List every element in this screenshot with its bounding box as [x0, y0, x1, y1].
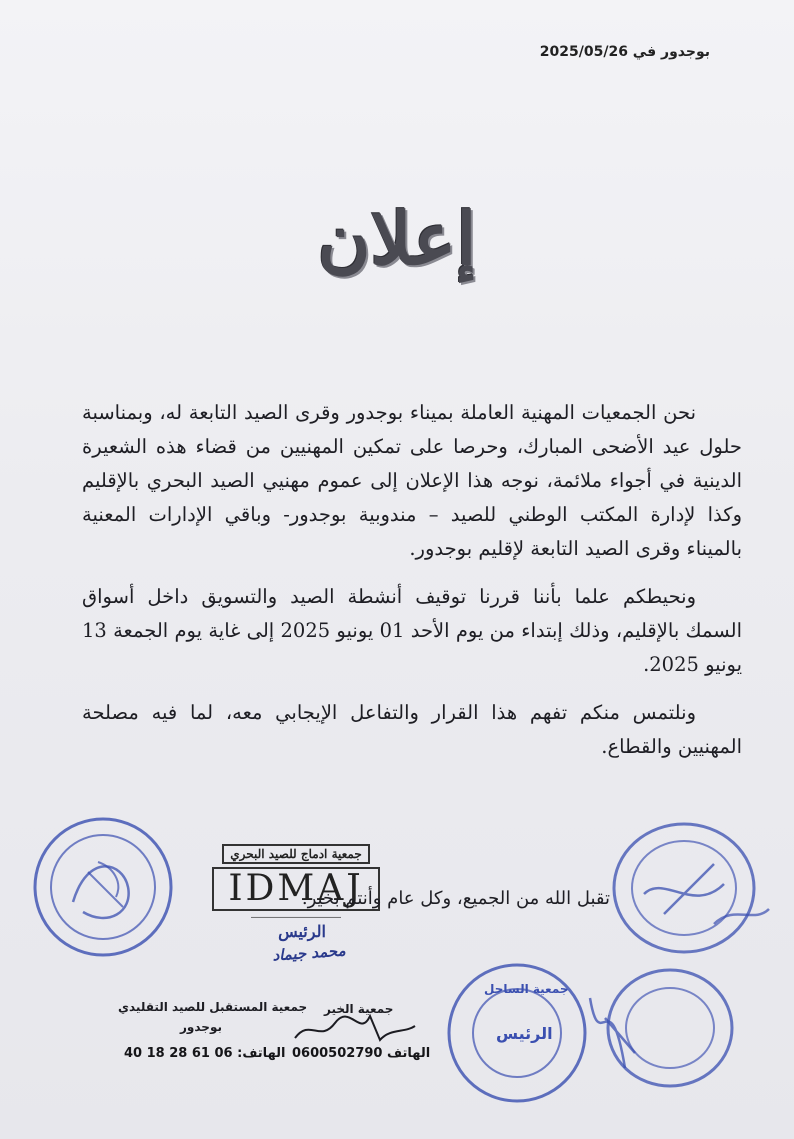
document-date: بوجدور في 2025/05/26	[539, 44, 710, 60]
sahel-seal-title: الرئيس	[496, 1024, 553, 1043]
closing-greeting: تقبل الله من الجميع، وكل عام وأنتم بخير.	[301, 888, 610, 909]
president-name: محمد جيماد	[271, 941, 347, 965]
assoc-mustaqbal-city: بوجدور	[180, 1020, 222, 1034]
paragraph-1: نحن الجمعيات المهنية العاملة بميناء بوجدور وقرى الصيد التابعة له، وبمناسبة حلول عيد الأضحى المبارك، وحرصا على تمكين المهنيين من قضاء هذه الشعيرة الدينية في أجواء ملائمة، نوجه هذا الإعلان إلى عموم مهنيي الصيد البحري بالإقليم وكذا لإدارة المكتب الوطني للصيد – مندوبية بوجدور- وباقي الإدارات المعنية بالميناء وقرى الصيد التابعة لإقليم بوجدور.	[82, 401, 742, 560]
document-title: إعلان	[317, 196, 477, 281]
assoc-khair-phone: الهاتف 0600502790	[292, 1046, 431, 1061]
president-title: الرئيس	[278, 922, 326, 941]
announcement-body	[82, 396, 742, 778]
assoc-mustaqbal-phone: الهاتف: 06 61 28 18 40	[124, 1046, 286, 1061]
idmaj-logo-underline: ―――――――――	[251, 912, 341, 923]
idmaj-logo-arabic: جمعية ادماج للصيد البحري	[222, 844, 370, 864]
paragraph-2: ونحيطكم علما بأننا قررنا توقيف أنشطة الصيد والتسويق داخل أسواق السمك بالإقليم، وذلك إبتداء من يوم الأحد 01 يونيو 2025 إلى غاية يوم الجمعة 13 يونيو 2025.	[82, 585, 742, 676]
right-top-seal-stamp	[604, 814, 774, 964]
assoc-khair-name: جمعية الخير	[324, 1002, 394, 1016]
left-seal-stamp	[28, 812, 178, 962]
assoc-mustaqbal-name: جمعية المستقبل للصيد التقليدي	[118, 1000, 308, 1014]
idmaj-logo-latin: IDMAJ	[212, 867, 380, 911]
paragraph-3: ونلتمس منكم تفهم هذا القرار والتفاعل الإيجابي معه، لما فيه مصلحة المهنيين والقطاع.	[82, 701, 742, 758]
right-bottom-seal-stamp	[580, 958, 740, 1098]
sahel-seal-name: جمعية الساحل	[484, 982, 569, 996]
